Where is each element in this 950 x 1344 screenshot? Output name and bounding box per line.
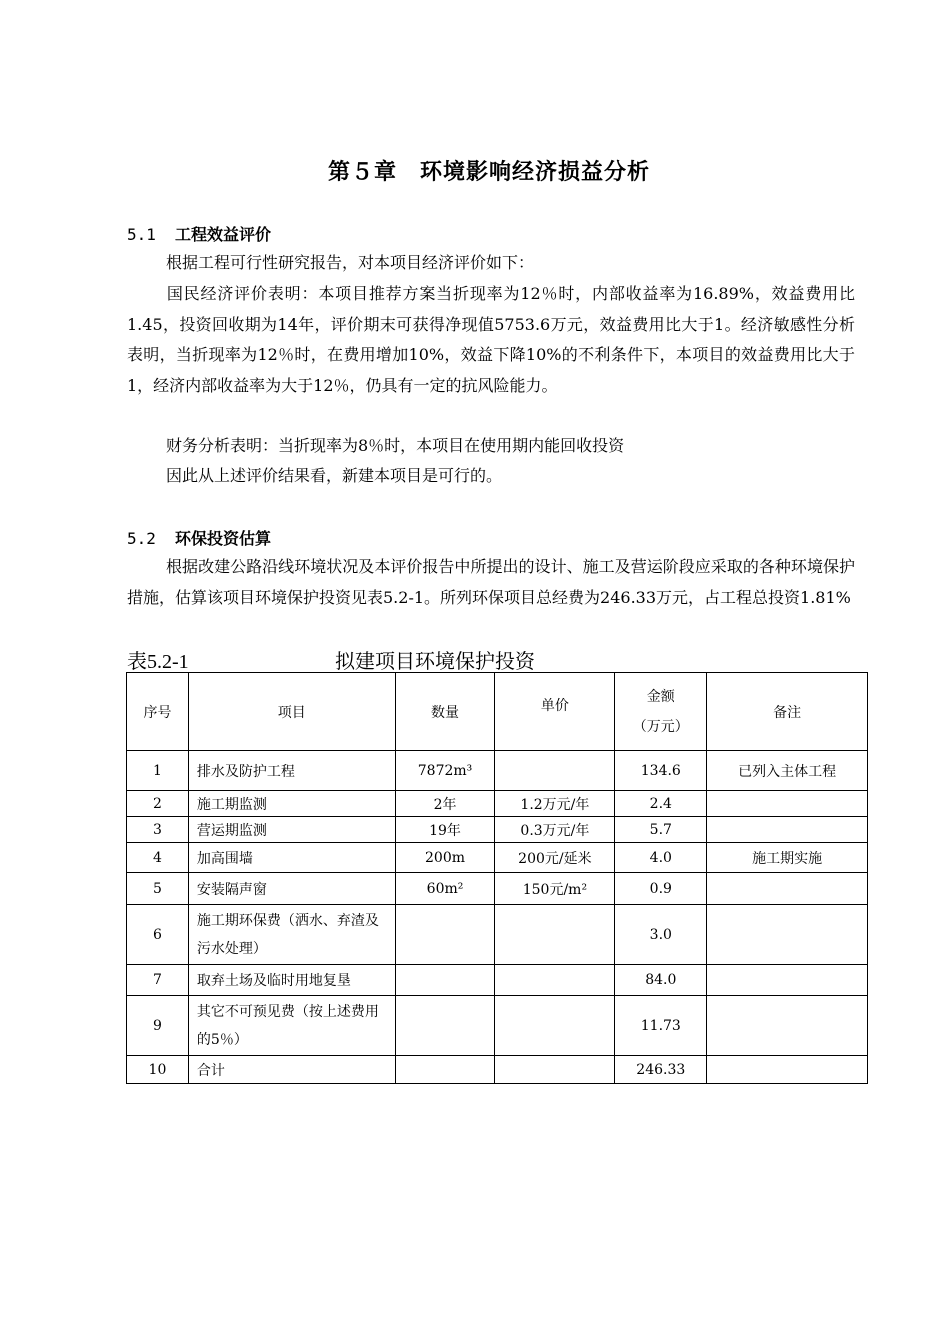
cell-seq: 3: [127, 817, 189, 843]
paragraph: 财务分析表明：当折现率为8％时，本项目在使用期内能回收投资: [166, 436, 625, 455]
header-unit-price: 单价: [495, 673, 615, 751]
cell-seq: 7: [127, 965, 189, 996]
table-row: [127, 843, 868, 873]
cell-remark: [707, 996, 868, 1056]
cell-seq: 4: [127, 843, 189, 873]
page-title: 第５章 环境影响经济损益分析: [327, 160, 650, 185]
cell-unit-price: 0.3万元/年: [495, 817, 615, 843]
cell-remark: [707, 791, 868, 817]
cell-unit-price: [495, 905, 615, 965]
cell-item: 安装隔声窗: [188, 873, 395, 905]
cell-amount: 0.9: [615, 873, 707, 905]
cell-item: 加高围墙: [188, 843, 395, 873]
section-number: 5.1: [127, 225, 156, 244]
table-row: [127, 905, 868, 965]
investment-table: [126, 672, 868, 1084]
cell-unit-price: [495, 996, 615, 1056]
cell-seq: 2: [127, 791, 189, 817]
cell-seq: 9: [127, 996, 189, 1056]
table-title: 拟建项目环境保护投资: [335, 651, 535, 673]
section-heading-5-1: [127, 222, 271, 245]
table-row: [127, 996, 868, 1056]
table-row: [127, 791, 868, 817]
paragraph: 根据工程可行性研究报告，对本项目经济评价如下：: [166, 253, 535, 272]
table-row-total: [127, 1056, 868, 1084]
header-item: 项目: [188, 673, 395, 751]
cell-remark: [707, 905, 868, 965]
cell-quantity: [395, 905, 495, 965]
cell-remark: [707, 817, 868, 843]
cell-seq: 1: [127, 751, 189, 791]
cell-item: 其它不可预见费（按上述费用的5％）: [188, 996, 395, 1056]
paragraph: 国民经济评价表明：本项目推荐方案当折现率为12％时，内部收益率为16.89%，效益费用比1.45，投资回收期为14年，评价期末可获得净现值5753.6万元，效益费用比大于1。经济敏感性分析表明，当折现率为12％时，在费用增加10%，效益下降10%的不利条件下，本项目的效益费用比大于1，经济内部收益率为大于12％，仍具有一定的抗风险能力。: [127, 284, 855, 395]
cell-seq: 5: [127, 873, 189, 905]
cell-amount: 246.33: [615, 1056, 707, 1084]
cell-quantity: 7872m³: [395, 751, 495, 791]
section-number: 5.2: [127, 529, 156, 548]
cell-seq: 6: [127, 905, 189, 965]
cell-unit-price: 1.2万元/年: [495, 791, 615, 817]
cell-amount: 4.0: [615, 843, 707, 873]
cell-remark: 施工期实施: [707, 843, 868, 873]
cell-remark: 已列入主体工程: [707, 751, 868, 791]
cell-remark: [707, 1056, 868, 1084]
cell-unit-price: 150元/m²: [495, 873, 615, 905]
paragraph: 根据改建公路沿线环境状况及本评价报告中所提出的设计、施工及营运阶段应采取的各种环境保护措施，估算该项目环境保护投资见表5.2-1。所列环保项目总经费为246.33万元，占工程总投资1.81%: [127, 557, 855, 607]
cell-item: 取弃土场及临时用地复垦: [188, 965, 395, 996]
cell-quantity: [395, 996, 495, 1056]
table-row: [127, 817, 868, 843]
cell-unit-price: [495, 751, 615, 791]
cell-seq: 10: [127, 1056, 189, 1084]
table-row: [127, 965, 868, 996]
cell-amount: 84.0: [615, 965, 707, 996]
cell-unit-price: [495, 965, 615, 996]
cell-amount: 2.4: [615, 791, 707, 817]
cell-quantity: 2年: [395, 791, 495, 817]
cell-remark: [707, 965, 868, 996]
table-row: [127, 751, 868, 791]
cell-amount: 134.6: [615, 751, 707, 791]
header-remark: 备注: [707, 673, 868, 751]
cell-unit-price: [495, 1056, 615, 1084]
cell-remark: [707, 873, 868, 905]
table-caption: [127, 645, 535, 674]
header-seq: 序号: [127, 673, 189, 751]
section-title: 工程效益评价: [175, 225, 272, 244]
table-header-row: [127, 673, 868, 751]
cell-quantity: 19年: [395, 817, 495, 843]
section-heading-5-2: [127, 526, 271, 549]
cell-quantity: [395, 965, 495, 996]
cell-item: 施工期监测: [188, 791, 395, 817]
cell-item: 施工期环保费（洒水、弃渣及污水处理）: [188, 905, 395, 965]
cell-unit-price: 200元/延米: [495, 843, 615, 873]
table-label: 表5.2-1: [127, 651, 189, 673]
cell-quantity: 200m: [395, 843, 495, 873]
cell-amount: 5.7: [615, 817, 707, 843]
cell-item: 排水及防护工程: [188, 751, 395, 791]
header-amount: 金额 （万元）: [615, 673, 707, 751]
cell-item: 合计: [188, 1056, 395, 1084]
cell-amount: 3.0: [615, 905, 707, 965]
header-quantity: 数量: [395, 673, 495, 751]
section-title: 环保投资估算: [175, 529, 272, 548]
paragraph: 因此从上述评价结果看，新建本项目是可行的。: [166, 466, 503, 485]
cell-quantity: [395, 1056, 495, 1084]
table-row: [127, 873, 868, 905]
cell-item: 营运期监测: [188, 817, 395, 843]
cell-quantity: 60m²: [395, 873, 495, 905]
cell-amount: 11.73: [615, 996, 707, 1056]
